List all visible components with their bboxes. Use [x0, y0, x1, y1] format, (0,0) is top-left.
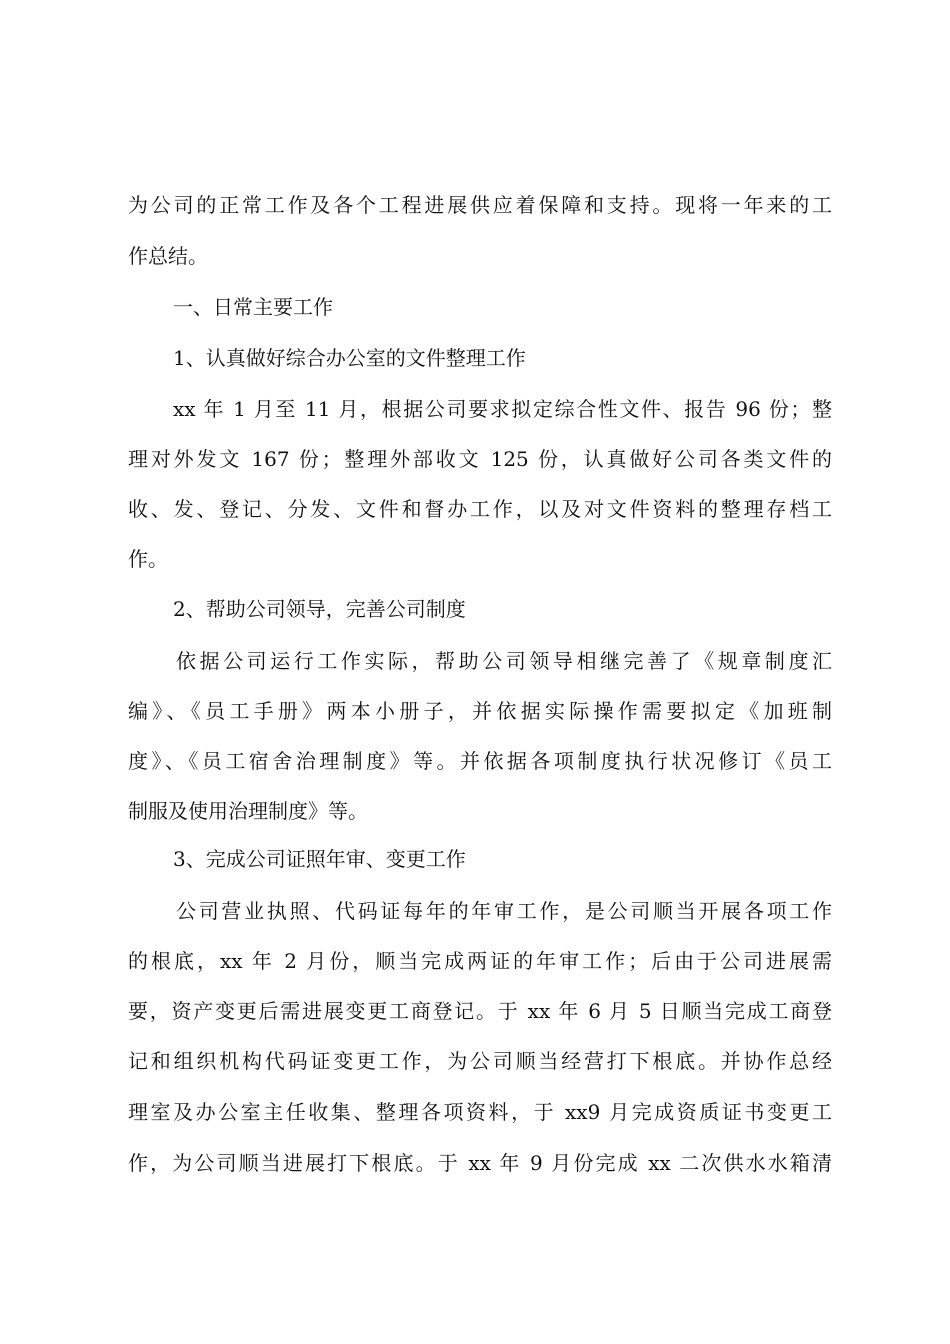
section-heading: 一、日常主要工作 — [173, 295, 333, 319]
paragraph-2-line-4: 制服及使用治理制度》等。 — [128, 799, 368, 823]
paragraph-1-line-3: 收、发、登记、分发、文件和督办工作，以及对文件资料的整理存档工 — [128, 497, 832, 521]
paragraph-3-line-1: 公司营业执照、代码证每年的年审工作，是公司顺当开展各项工作 — [176, 899, 832, 923]
subheading-1: 1、认真做好综合办公室的文件整理工作 — [173, 346, 526, 370]
paragraph-2-line-3: 度》、《员工宿舍治理制度》等。并依据各项制度执行状况修订《员工 — [128, 749, 832, 773]
paragraph-2-line-1: 依据公司运行工作实际，帮助公司领导相继完善了《规章制度汇 — [176, 649, 832, 673]
paragraph-3-line-3: 要，资产变更后需进展变更工商登记。于 xx 年 6 月 5 日顺当完成工商登 — [128, 999, 832, 1023]
paragraph-1-line-4: 作。 — [128, 547, 168, 571]
paragraph-1-line-1: xx 年 1 月至 11 月，根据公司要求拟定综合性文件、报告 96 份；整 — [173, 397, 832, 421]
paragraph-3-line-5: 理室及办公室主任收集、整理各项资料，于 xx9 月完成资质证书变更工 — [128, 1100, 832, 1124]
paragraph-intro-line-1: 为公司的正常工作及各个工程进展供应着保障和支持。现将一年来的工 — [128, 193, 832, 217]
paragraph-1-line-2: 理对外发文 167 份；整理外部收文 125 份，认真做好公司各类文件的 — [128, 447, 832, 471]
paragraph-2-line-2: 编》、《员工手册》两本小册子，并依据实际操作需要拟定《加班制 — [128, 699, 832, 723]
paragraph-3-line-4: 记和组织机构代码证变更工作，为公司顺当经营打下根底。并协作总经 — [128, 1049, 832, 1073]
subheading-3: 3、完成公司证照年审、变更工作 — [173, 847, 466, 871]
paragraph-3-line-6: 作，为公司顺当进展打下根底。于 xx 年 9 月份完成 xx 二次供水水箱清 — [128, 1151, 832, 1175]
paragraph-intro-line-2: 作总结。 — [128, 244, 208, 268]
paragraph-3-line-2: 的根底，xx 年 2 月份，顺当完成两证的年审工作；后由于公司进展需 — [128, 949, 832, 973]
subheading-2: 2、帮助公司领导，完善公司制度 — [173, 597, 466, 621]
